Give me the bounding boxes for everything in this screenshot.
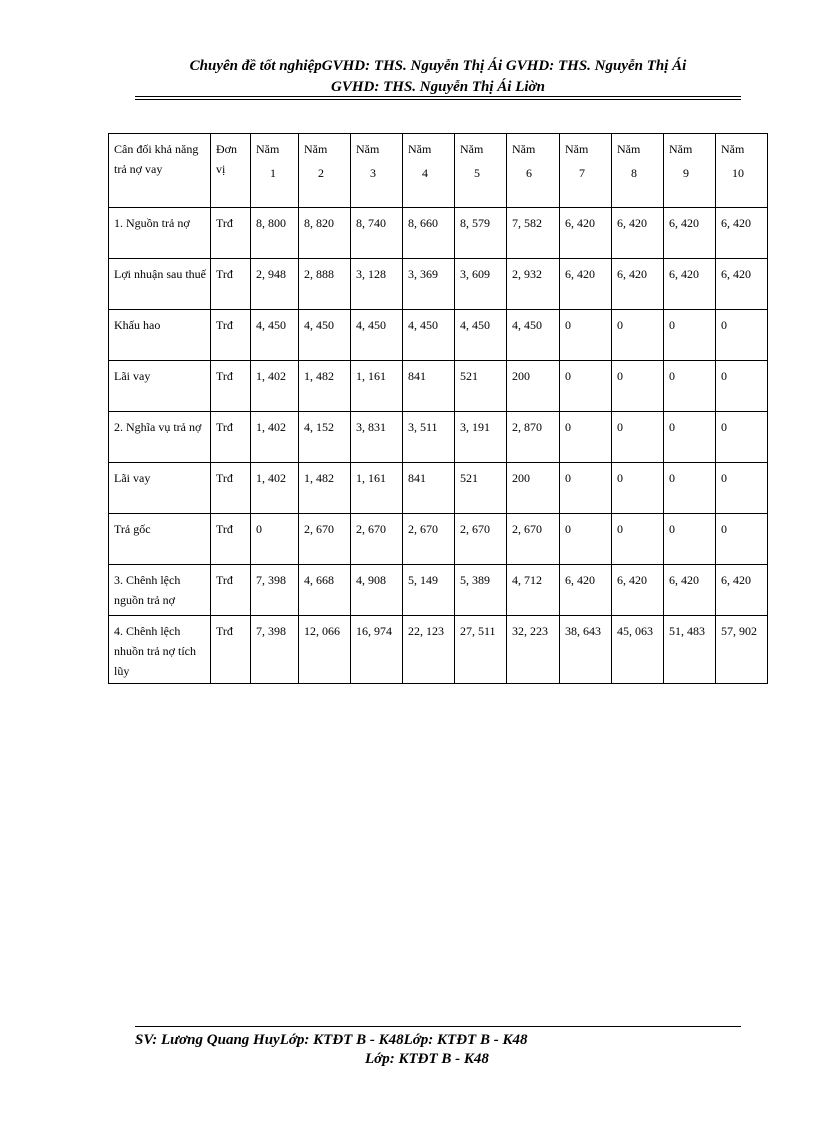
row-label-cell: Trả gốc [109,514,211,565]
row-unit-cell: Trđ [211,565,251,616]
header-year-number: 5 [474,166,480,180]
header-year-word: Năm [408,142,432,156]
value-cell: 0 [560,463,612,514]
value-cell: 841 [403,463,455,514]
value-cell: 2, 888 [299,259,351,310]
row-unit-cell: Trđ [211,208,251,259]
header-year-1 [251,134,299,208]
value-cell: 0 [612,463,664,514]
value-cell: 0 [716,514,768,565]
value-cell: 2, 670 [403,514,455,565]
header-year-word: Năm [617,142,641,156]
value-cell: 4, 668 [299,565,351,616]
value-cell: 4, 450 [251,310,299,361]
value-cell: 22, 123 [403,616,455,684]
value-cell: 1, 482 [299,361,351,412]
value-cell: 7, 398 [251,616,299,684]
value-cell: 57, 902 [716,616,768,684]
debt-repayment-table [108,133,768,684]
row-label-cell: Lãi vay [109,361,211,412]
value-cell: 0 [716,361,768,412]
value-cell: 27, 511 [455,616,507,684]
page-footer [135,1031,741,1069]
value-cell: 0 [716,310,768,361]
header-year-number: 10 [732,166,744,180]
value-cell: 45, 063 [612,616,664,684]
value-cell: 4, 450 [507,310,560,361]
header-year-number: 8 [631,166,637,180]
value-cell: 4, 908 [351,565,403,616]
header-year-8 [612,134,664,208]
footer-line-2: Lớp: KTĐT B - K48 [365,1051,489,1067]
table-header-row [109,134,768,208]
header-year-4 [403,134,455,208]
value-cell: 2, 670 [455,514,507,565]
value-cell: 2, 670 [299,514,351,565]
header-year-word: Năm [512,142,536,156]
value-cell: 3, 369 [403,259,455,310]
header-year-number: 7 [579,166,585,180]
value-cell: 0 [664,514,716,565]
row-unit-cell: Trđ [211,259,251,310]
header-year-word: Năm [304,142,328,156]
value-cell: 8, 579 [455,208,507,259]
header-year-10 [716,134,768,208]
value-cell: 6, 420 [560,259,612,310]
footer-line-1: SV: Lương Quang HuyLớp: KTĐT B - K48Lớp: KTĐT B - K48 [135,1032,528,1048]
value-cell: 2, 670 [351,514,403,565]
value-cell: 5, 389 [455,565,507,616]
value-cell: 3, 831 [351,412,403,463]
value-cell: 1, 402 [251,463,299,514]
table-row [109,565,768,616]
row-label-cell: Khấu hao [109,310,211,361]
value-cell: 6, 420 [612,208,664,259]
header-year-word: Năm [460,142,484,156]
header-year-word: Năm [721,142,745,156]
value-cell: 7, 582 [507,208,560,259]
header-line-2: GVHD: THS. Nguyễn Thị Ái Liờn [331,79,545,95]
header-label-cell: Cân đối khả năng trả nợ vay [109,134,211,208]
value-cell: 0 [612,310,664,361]
value-cell: 6, 420 [664,565,716,616]
header-year-word: Năm [669,142,693,156]
value-cell: 4, 450 [299,310,351,361]
value-cell: 4, 450 [351,310,403,361]
value-cell: 0 [612,514,664,565]
row-label-cell: Lợi nhuận sau thuế [109,259,211,310]
value-cell: 0 [716,412,768,463]
value-cell: 6, 420 [716,208,768,259]
value-cell: 5, 149 [403,565,455,616]
value-cell: 6, 420 [612,565,664,616]
value-cell: 6, 420 [716,565,768,616]
value-cell: 8, 660 [403,208,455,259]
row-label-cell: 1. Nguồn trả nợ [109,208,211,259]
value-cell: 0 [560,361,612,412]
table-row [109,310,768,361]
header-year-word: Năm [356,142,380,156]
value-cell: 51, 483 [664,616,716,684]
table-row [109,208,768,259]
value-cell: 521 [455,361,507,412]
value-cell: 0 [560,514,612,565]
value-cell: 6, 420 [664,259,716,310]
value-cell: 1, 161 [351,463,403,514]
value-cell: 0 [664,361,716,412]
row-unit-cell: Trđ [211,310,251,361]
header-year-number: 2 [318,166,324,180]
value-cell: 200 [507,463,560,514]
header-year-number: 1 [270,166,276,180]
value-cell: 4, 152 [299,412,351,463]
table-row [109,412,768,463]
value-cell: 521 [455,463,507,514]
header-unit-cell: Đơn vị [211,134,251,208]
row-label-cell: Lãi vay [109,463,211,514]
row-label-cell: 2. Nghĩa vụ trả nợ [109,412,211,463]
table-row [109,463,768,514]
value-cell: 8, 740 [351,208,403,259]
value-cell: 2, 932 [507,259,560,310]
value-cell: 200 [507,361,560,412]
value-cell: 0 [664,463,716,514]
value-cell: 6, 420 [560,565,612,616]
header-year-word: Năm [256,142,280,156]
value-cell: 0 [612,412,664,463]
value-cell: 4, 450 [455,310,507,361]
value-cell: 0 [664,310,716,361]
row-label-cell: 4. Chênh lệch nhuồn trả nợ tích lũy [109,616,211,684]
row-label-cell: 3. Chênh lệch nguồn trả nợ [109,565,211,616]
value-cell: 8, 820 [299,208,351,259]
header-year-9 [664,134,716,208]
value-cell: 3, 511 [403,412,455,463]
header-year-7 [560,134,612,208]
value-cell: 12, 066 [299,616,351,684]
table-row [109,616,768,684]
value-cell: 0 [612,361,664,412]
page-header [135,56,741,98]
value-cell: 3, 609 [455,259,507,310]
value-cell: 4, 712 [507,565,560,616]
header-line-1: Chuyên đề tốt nghiệpGVHD: THS. Nguyễn Thị Ái GVHD: THS. Nguyễn Thị Ái [189,58,687,74]
value-cell: 0 [560,412,612,463]
footer-rule [135,1026,741,1027]
value-cell: 0 [716,463,768,514]
header-rule [135,96,741,100]
value-cell: 6, 420 [664,208,716,259]
value-cell: 2, 670 [507,514,560,565]
value-cell: 1, 161 [351,361,403,412]
value-cell: 4, 450 [403,310,455,361]
value-cell: 2, 948 [251,259,299,310]
value-cell: 6, 420 [560,208,612,259]
header-year-3 [351,134,403,208]
table-row [109,514,768,565]
value-cell: 32, 223 [507,616,560,684]
value-cell: 0 [251,514,299,565]
header-year-2 [299,134,351,208]
header-year-number: 9 [683,166,689,180]
row-unit-cell: Trđ [211,361,251,412]
value-cell: 3, 128 [351,259,403,310]
value-cell: 8, 800 [251,208,299,259]
value-cell: 16, 974 [351,616,403,684]
header-year-word: Năm [565,142,589,156]
header-year-6 [507,134,560,208]
row-unit-cell: Trđ [211,412,251,463]
row-unit-cell: Trđ [211,463,251,514]
value-cell: 38, 643 [560,616,612,684]
header-year-number: 4 [422,166,428,180]
value-cell: 2, 870 [507,412,560,463]
header-year-5 [455,134,507,208]
value-cell: 0 [664,412,716,463]
table-row [109,361,768,412]
value-cell: 6, 420 [612,259,664,310]
row-unit-cell: Trđ [211,514,251,565]
value-cell: 7, 398 [251,565,299,616]
value-cell: 6, 420 [716,259,768,310]
value-cell: 3, 191 [455,412,507,463]
value-cell: 1, 402 [251,412,299,463]
value-cell: 841 [403,361,455,412]
header-year-number: 3 [370,166,376,180]
value-cell: 1, 482 [299,463,351,514]
table-row [109,259,768,310]
value-cell: 1, 402 [251,361,299,412]
header-year-number: 6 [526,166,532,180]
row-unit-cell: Trđ [211,616,251,684]
value-cell: 0 [560,310,612,361]
